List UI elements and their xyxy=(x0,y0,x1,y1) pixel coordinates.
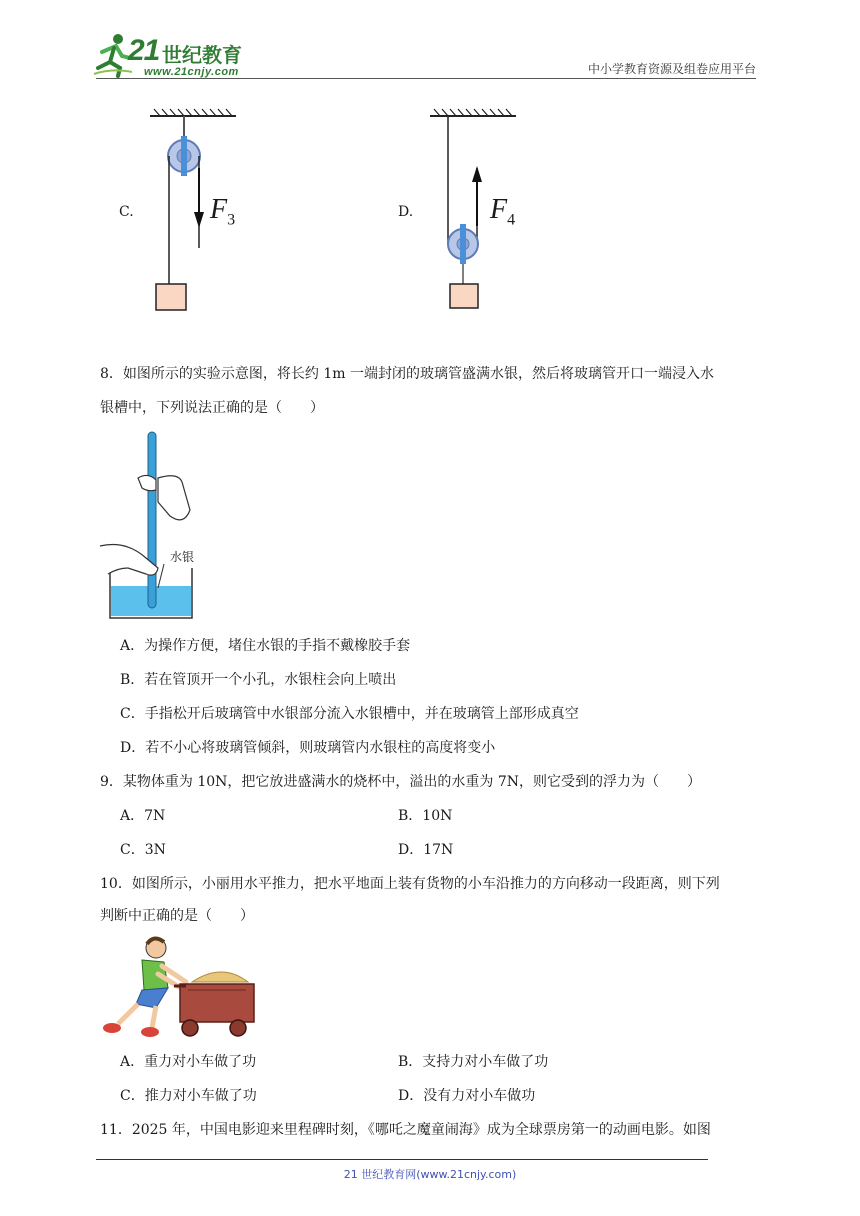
runner-icon xyxy=(92,32,132,78)
q8-option-c: C．手指松开后玻璃管中水银部分流入水银槽中，并在玻璃管上部形成真空 xyxy=(120,706,579,722)
q9-option-a: A．7N xyxy=(120,808,166,824)
q9-option-b: B．10N xyxy=(398,808,453,824)
q8-option-a: A．为操作方便，堵住水银的手指不戴橡胶手套 xyxy=(120,638,411,654)
force-f4-symbol: F xyxy=(490,194,508,225)
q8-option-d: D．若不小心将玻璃管倾斜，则玻璃管内水银柱的高度将变小 xyxy=(120,740,496,756)
mercury-label: 水银 xyxy=(170,550,195,564)
fixed-pulley-figure xyxy=(140,108,260,314)
push-cart-figure xyxy=(98,934,262,1040)
q10-option-b: B．支持力对小车做了功 xyxy=(398,1054,549,1070)
q8-stem-line2: 银槽中，下列说法正确的是（ ） xyxy=(100,400,324,416)
option-c-label: C. xyxy=(119,204,134,220)
q10-stem-line1: 10．如图所示，小丽用水平推力，把水平地面上装有货物的小车沿推力的方向移动一段距离，则下列 xyxy=(100,876,720,892)
force-f3-subscript: 3 xyxy=(227,211,236,229)
q10-option-c: C．推力对小车做了功 xyxy=(120,1088,257,1104)
force-f4-label xyxy=(490,194,515,230)
force-f3-label xyxy=(210,194,235,230)
q10-stem-line2: 判断中正确的是（ ） xyxy=(100,908,254,924)
q10-option-a: A．重力对小车做了功 xyxy=(120,1054,257,1070)
logo-url: www.21cnjy.com xyxy=(144,66,239,78)
logo-text: 世纪教育 xyxy=(162,43,242,67)
q10-option-d: D．没有力对小车做功 xyxy=(398,1088,536,1104)
option-d-label: D. xyxy=(398,204,414,220)
torricelli-figure xyxy=(98,428,208,624)
q9-option-c: C．3N xyxy=(120,842,166,858)
platform-title: 中小学教育资源及组卷应用平台 xyxy=(587,62,756,76)
q9-option-d: D．17N xyxy=(398,842,454,858)
q9-stem: 9．某物体重为 10N，把它放进盛满水的烧杯中，溢出的水重为 7N，则它受到的浮力为（ ） xyxy=(100,774,702,790)
q8-stem-line1: 8．如图所示的实验示意图，将长约 1m 一端封闭的玻璃管盛满水银，然后将玻璃管开口一端浸入水 xyxy=(100,366,714,382)
site-logo xyxy=(92,30,262,80)
movable-pulley-figure xyxy=(420,108,540,314)
q11-stem-line1: 11．2025 年，中国电影迎来里程碑时刻，《哪吒之魔童闹海》成为全球票房第一的动画电影。如图 xyxy=(100,1122,711,1138)
footer-text: 21 世纪教育网(www.21cnjy.com) xyxy=(343,1168,517,1181)
header-divider xyxy=(96,78,756,79)
q8-option-b: B．若在管顶开一个小孔，水银柱会向上喷出 xyxy=(120,672,397,688)
force-f3-symbol: F xyxy=(210,194,228,225)
footer-divider xyxy=(96,1159,708,1160)
force-f4-subscript: 4 xyxy=(507,211,516,229)
logo-number: 21 xyxy=(128,34,160,67)
